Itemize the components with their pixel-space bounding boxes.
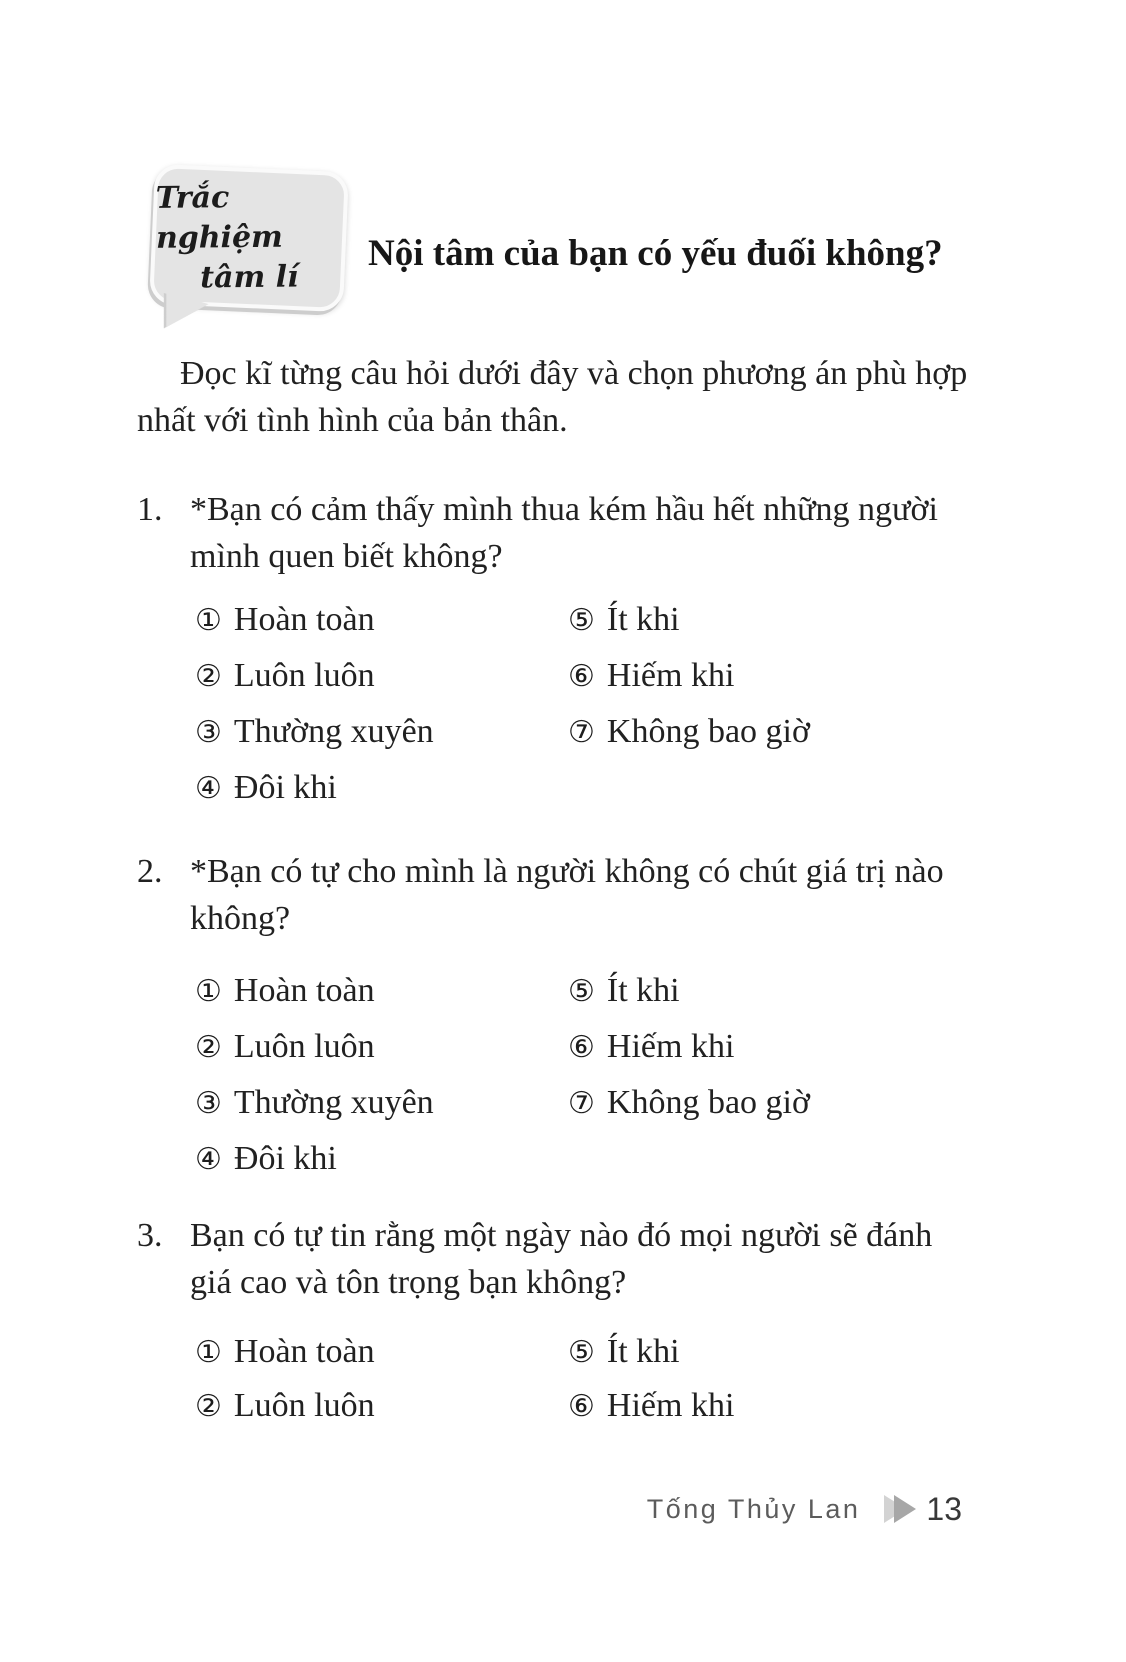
question-1-text: *Bạn có cảm thấy mình thua kém hầu hết những người mình quen biết không? — [190, 491, 938, 575]
option-item — [195, 592, 568, 648]
option-label: Không bao giờ — [606, 1084, 810, 1121]
option-item — [195, 1131, 568, 1187]
circled-number-icon: ⑤ — [568, 1335, 595, 1370]
circled-number-icon: ① — [195, 603, 222, 638]
question-1 — [137, 486, 977, 580]
option-label: Ít khi — [606, 972, 680, 1009]
option-label: Ít khi — [606, 601, 680, 638]
option-item — [568, 1379, 955, 1433]
option-label: Thường xuyên — [233, 713, 434, 750]
circled-number-icon: ④ — [195, 771, 222, 806]
question-3-options — [195, 1325, 955, 1433]
option-item — [568, 1019, 955, 1075]
circled-number-icon: ② — [195, 1030, 222, 1065]
question-3-number: 3. — [137, 1217, 163, 1254]
circled-number-icon: ① — [195, 974, 222, 1009]
option-item — [195, 648, 568, 704]
circled-number-icon: ③ — [195, 1086, 222, 1121]
badge-text — [155, 171, 342, 305]
circled-number-icon: ④ — [195, 1142, 222, 1177]
circled-number-icon: ⑦ — [568, 1086, 595, 1121]
question-3-text: Bạn có tự tin rằng một ngày nào đó mọi người sẽ đánh giá cao và tôn trọng bạn không? — [190, 1217, 933, 1301]
question-2-number: 2. — [137, 853, 163, 890]
circled-number-icon: ⑥ — [568, 1389, 595, 1424]
option-item — [195, 1075, 568, 1131]
question-3 — [137, 1212, 977, 1306]
option-item — [568, 963, 955, 1019]
circled-number-icon: ① — [195, 1335, 222, 1370]
circled-number-icon: ② — [195, 659, 222, 694]
option-item — [195, 1325, 568, 1379]
option-label: Đôi khi — [233, 1140, 337, 1177]
circled-number-icon: ③ — [195, 715, 222, 750]
option-label: Luôn luôn — [233, 657, 375, 694]
psych-quiz-badge — [149, 164, 349, 312]
option-item — [568, 592, 955, 648]
question-2 — [137, 848, 977, 942]
option-item — [195, 1019, 568, 1075]
question-1-number: 1. — [137, 491, 163, 528]
option-label: Hiếm khi — [606, 1387, 735, 1424]
question-1-options — [195, 592, 955, 816]
option-label: Hoàn toàn — [233, 972, 375, 1009]
intro-paragraph: Đọc kĩ từng câu hỏi dưới đây và chọn phương án phù hợp nhất với tình hình của bản thân. — [137, 355, 968, 439]
page-title: Nội tâm của bạn có yếu đuối không? — [368, 233, 943, 274]
circled-number-icon: ⑥ — [568, 1030, 595, 1065]
option-label: Hiếm khi — [606, 657, 735, 694]
question-2-options — [195, 963, 955, 1187]
option-label: Hoàn toàn — [233, 601, 375, 638]
question-2-text: *Bạn có tự cho mình là người không có chút giá trị nào không? — [190, 853, 944, 937]
circled-number-icon: ⑥ — [568, 659, 595, 694]
option-item — [195, 1379, 568, 1433]
circled-number-icon: ② — [195, 1389, 222, 1424]
page-arrow-icon-dark — [894, 1495, 916, 1523]
option-item — [568, 1075, 955, 1131]
option-item — [195, 704, 568, 760]
page-number: 13 — [926, 1490, 962, 1527]
option-label: Thường xuyên — [233, 1084, 434, 1121]
circled-number-icon: ⑤ — [568, 974, 595, 1009]
option-label: Luôn luôn — [233, 1028, 375, 1065]
option-item — [195, 760, 568, 816]
option-label: Hiếm khi — [606, 1028, 735, 1065]
option-label: Ít khi — [606, 1333, 680, 1370]
badge-line1: Trắc nghiệm — [155, 180, 283, 256]
option-label: Luôn luôn — [233, 1387, 375, 1424]
option-item — [568, 1325, 955, 1379]
option-label: Hoàn toàn — [233, 1333, 375, 1370]
option-item — [568, 704, 955, 760]
option-item — [195, 963, 568, 1019]
option-label: Đôi khi — [233, 769, 337, 806]
option-item — [568, 648, 955, 704]
circled-number-icon: ⑦ — [568, 715, 595, 750]
circled-number-icon: ⑤ — [568, 603, 595, 638]
badge-line2: tâm lí — [200, 259, 299, 296]
page-footer — [647, 1488, 962, 1530]
author-name: Tống Thủy Lan — [646, 1493, 861, 1524]
option-label: Không bao giờ — [606, 713, 810, 750]
